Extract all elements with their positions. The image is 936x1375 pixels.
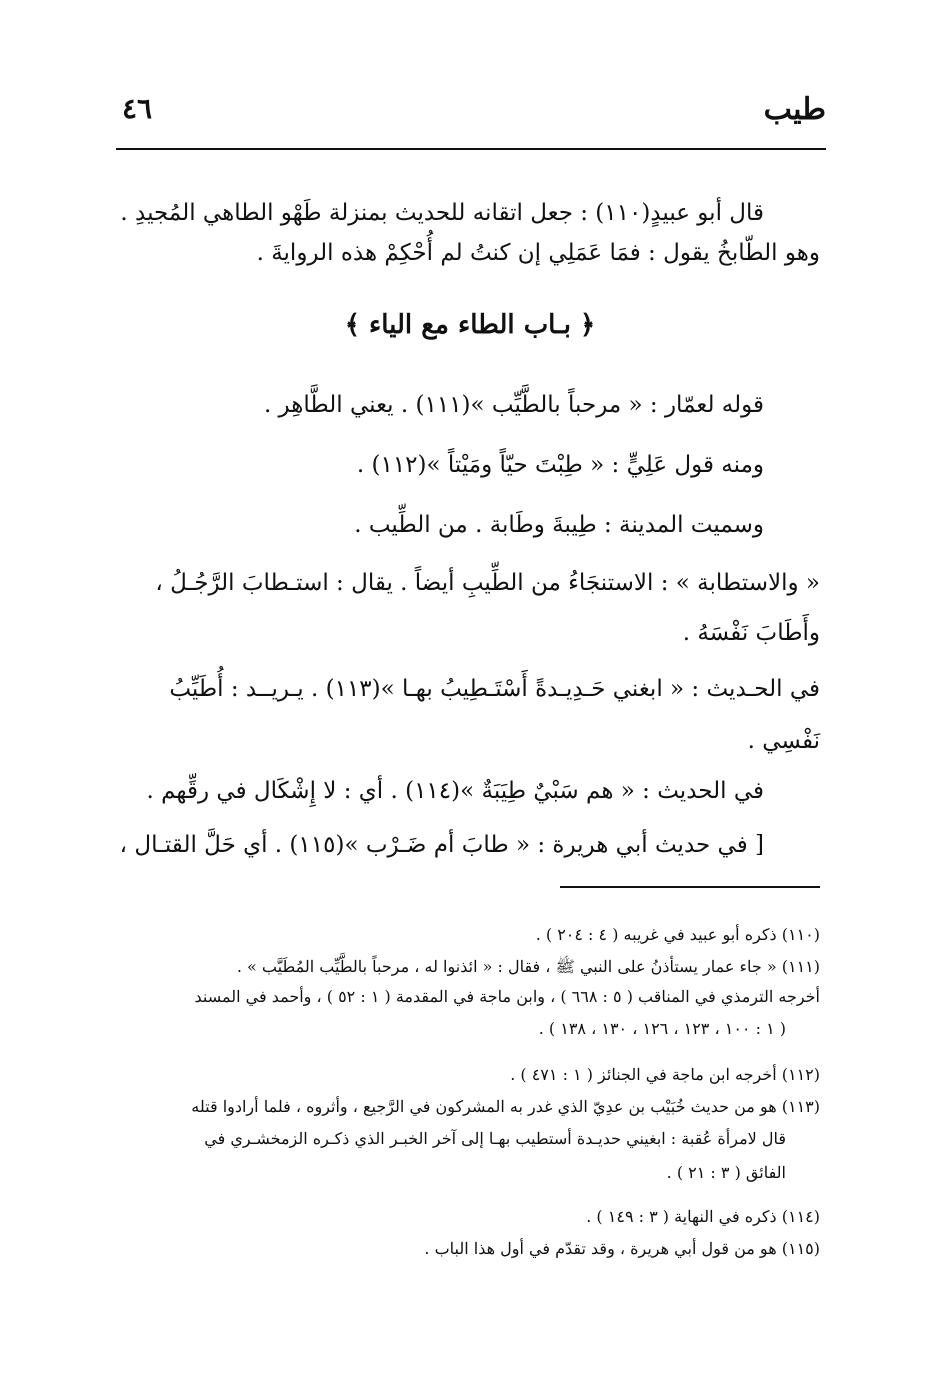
running-title: طيب bbox=[763, 92, 826, 127]
entry-line: « والاستطابة » : الاستنجَاءُ من الطِّيبِ أيضاً . يقال : استـطابَ الرَّجُـلُ ، bbox=[155, 570, 820, 596]
footnote-continuation: أخرجه الترمذي في المناقب ( ٥ : ٦٦٨ ) ، وابن ماجة في المقدمة ( ١ : ٥٢ ) ، وأحمد في المسند bbox=[194, 987, 820, 1006]
entry-line: ومنه قول عَلِيٍّ : « طِبْتَ حيّاً ومَيْتاً »(١١٢) . bbox=[356, 452, 764, 478]
footnote: (١١٠) ذكره أبو عبيد في غريبه ( ٤ : ٢٠٤ ) . bbox=[535, 925, 820, 944]
page-header bbox=[116, 92, 826, 142]
footnote: (١١٥) هو من قول أبي هريرة ، وقد تقدّم في أول هذا الباب . bbox=[424, 1239, 820, 1258]
footnote-continuation: قال لامرأة عُقبة : ابغيني حديـدة أستطيب بهـا إلى آخر الخبـر الذي ذكـره الزمخشـري في bbox=[204, 1129, 786, 1148]
footnote: (١١١) « جاء عمار يستأذنُ على النبي ﷺ ، فقال : « ائذنوا له ، مرحباً بالطَّيِّب المُطَيَّب » . bbox=[236, 957, 820, 976]
footnote: (١١٣) هو من حديث خُبَيْب بن عدِيّ الذي غدر به المشركون في الرَّجيع ، وأثروه ، فلما أرادوا قتله bbox=[191, 1097, 820, 1116]
entry-line: وأَطَابَ نَفْسَهُ . bbox=[682, 620, 820, 646]
text-line: قال أبو عبيدٍ(١١٠) : جعل اتقانه للحديث بمنزلة طَهْو الطاهي المُجيدِ . bbox=[120, 200, 764, 226]
entry-line: وسميت المدينة : طِيبةَ وطَابة . من الطِّيب . bbox=[354, 512, 764, 538]
footnote: (١١٤) ذكره في النهاية ( ٣ : ١٤٩ ) . bbox=[586, 1207, 820, 1226]
footnote-continuation: ( ١ : ١٠٠ ، ١٢٣ ، ١٢٦ ، ١٣٠ ، ١٣٨ ) . bbox=[538, 1019, 786, 1038]
page-number: ٤٦ bbox=[122, 92, 153, 125]
entry-line: [ في حديث أبي هريرة : « طابَ أم ضَـرْب »(١١٥) . أي حَلَّ القتـال ، bbox=[119, 832, 764, 858]
text-line: وهو الطّابخُ يقول : فمَا عَمَلِي إن كنتُ لم أُحْكِمْ هذه الروايةَ . bbox=[256, 240, 820, 266]
entry-line: في الحـديث : « ابغني حَـدِيـدةً أَسْتَـطِيبُ بهـا »(١١٣) . يـريــد : أُطَيِّبُ bbox=[169, 676, 820, 702]
section-heading: ﴿ بـاب الطاء مع الياء ﴾ bbox=[344, 310, 596, 340]
header-rule bbox=[116, 148, 826, 150]
entry-line: في الحديث : « هم سَبْيٌ طِيَبَةٌ »(١١٤) . أي : لا إِشْكَال في رقِّهم . bbox=[146, 778, 764, 804]
footnote: (١١٢) أخرجه ابن ماجة في الجنائز ( ١ : ٤٧١ ) . bbox=[510, 1065, 820, 1084]
footnote-continuation: الفائق ( ٣ : ٢١ ) . bbox=[666, 1163, 786, 1182]
footnote-rule bbox=[560, 886, 820, 888]
entry-line: نَفْسِي . bbox=[747, 728, 820, 754]
entry-line: قوله لعمّار : « مرحباً بالطَّيِّب »(١١١) . يعني الطَّاهِر . bbox=[263, 392, 764, 418]
